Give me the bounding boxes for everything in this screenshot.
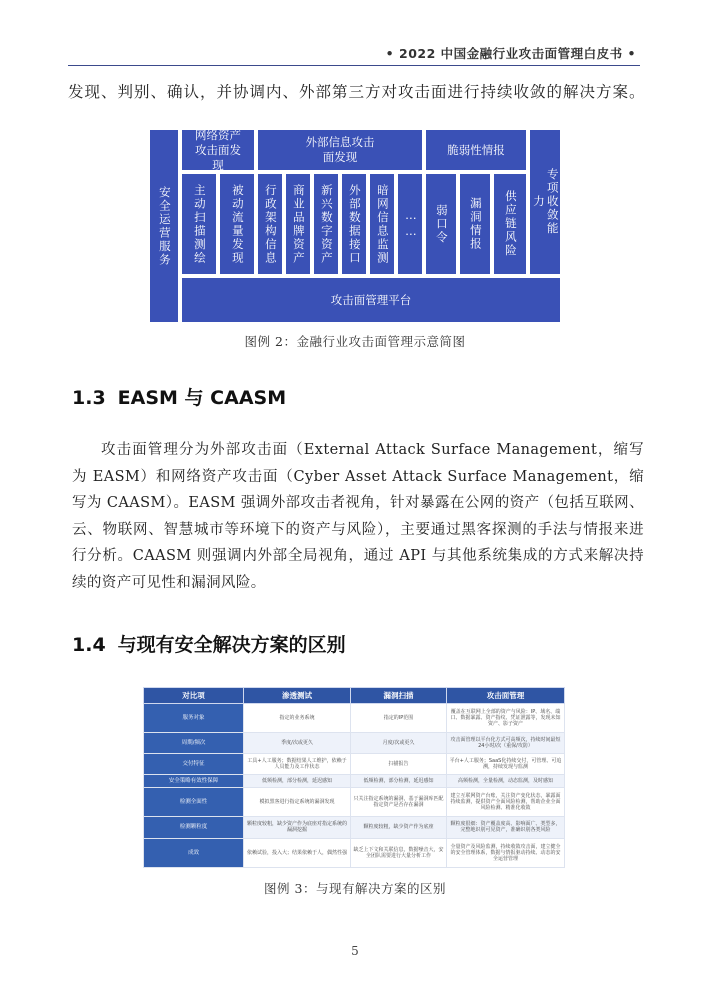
external-info-label: 外部信息攻击面发现: [305, 135, 375, 164]
convergence-label: 专项收敛能力: [532, 168, 560, 236]
active-scan-label: 主动扫描测绘: [192, 183, 207, 265]
page-number: 5: [351, 944, 359, 958]
diagram-item-darkweb: [370, 174, 394, 274]
diagram-item-supply-chain: [494, 174, 526, 274]
diagram-vuln-intel-block: [426, 130, 526, 170]
table-cell: 建立互联网资产台账，关注资产变化状态，暴露面持续监测，提供资产全面风险检测，帮助企业全面风险检测、精准化收敛: [447, 788, 565, 817]
table-row: [144, 733, 565, 754]
figure3-caption: 图例 3：与现有解决方案的区别: [264, 881, 446, 896]
table-header-cell: 攻击面管理: [447, 688, 565, 704]
admin-info-label: 行政架构信息: [263, 183, 278, 265]
diagram-item-active-scan: [182, 174, 216, 274]
diagram-item-data-api: [342, 174, 366, 274]
data-api-label: 外部数据接口: [347, 183, 362, 265]
section-1-3-paragraph: 攻击面管理分为外部攻击面（External Attack Surface Management，缩写为 EASM）和网络资产攻击面（Cyber Asset Attack Surface Management，缩写为 CAASM）。EASM 强调外部攻击者视角，针对暴露在公网的资产（包括互联网、云、物联网、智慧城市等环境下的资产与风险），主要通过黑客探测的手法与情报来进行分析。CAASM 则强调内外部全局视角，通过 API 与其他系统集成的方式来解决持续的资产可见性和漏洞风险。: [72, 442, 644, 591]
section-title: EASM 与 CAASM: [117, 387, 287, 409]
table-cell: 平台+人工服务；SaaS化持续交付，可管理、可追溯，持续发现与监测: [447, 754, 565, 775]
table-cell: 指定的IP范围: [351, 704, 447, 733]
weak-password-label: 弱口令: [434, 203, 449, 245]
table-cell: 依赖试验，投入大；结果依赖于人，偶然性强: [244, 838, 351, 868]
network-assets-label: 网络资产攻击面发现: [195, 127, 241, 172]
comparison-table: [143, 687, 565, 868]
table-row-head: 检测颗粒度: [144, 817, 244, 838]
table-cell: 缺乏上下文和关联信息，数据噪音大，安全团队需要进行大量分析工作: [351, 838, 447, 868]
diagram-item-digital-assets: [314, 174, 338, 274]
table-cell: 季度/次或更久: [244, 733, 351, 754]
diagram-item-admin-info: [258, 174, 282, 274]
running-title: • 2022 中国金融行业攻击面管理白皮书 •: [385, 46, 636, 61]
passive-traffic-label: 被动流量发现: [230, 183, 245, 265]
table-row-head: 交付特征: [144, 754, 244, 775]
table-row-head: 安全策略有效性保障: [144, 775, 244, 788]
table-cell: 低频检测，部分检测，延迟感知: [351, 775, 447, 788]
table-cell: 颗粒度较粗，缺少资产作为底座: [351, 817, 447, 838]
intro-paragraph: 发现、判别、确认，并协调内、外部第三方对攻击面进行持续收敛的解决方案。: [68, 83, 646, 101]
section-heading-1-4: [72, 630, 346, 657]
table-row-head: 成效: [144, 838, 244, 868]
table-cell: 高频检测，全量检测，动态监测，及时感知: [447, 775, 565, 788]
table-cell: 扫描报告: [351, 754, 447, 775]
table-cell: 月度/次或更久: [351, 733, 447, 754]
table-cell: 指定的业务系统: [244, 704, 351, 733]
table-cell: 工具+人工服务；数据结果人工维护，依赖于人员能力及工作状态: [244, 754, 351, 775]
table-row: [144, 788, 565, 817]
running-header: [68, 44, 640, 66]
vuln-intel-group-label: 脆弱性情报: [447, 142, 505, 157]
diagram-item-vuln-intel: [460, 174, 490, 274]
figure2-caption: 图例 2：金融行业攻击面管理示意简图: [244, 334, 466, 349]
section-number: 1.4: [72, 634, 106, 656]
table-row: [144, 817, 565, 838]
table-cell: 颗粒度较粗，缺少资产作为底座对指定系统的漏洞挖掘: [244, 817, 351, 838]
digital-assets-label: 新兴数字资产: [319, 183, 334, 265]
table-row-head: 服务对象: [144, 704, 244, 733]
diagram-convergence-block: [530, 130, 560, 274]
table-row: [144, 754, 565, 775]
table-cell: 低频检测，部分检测，延迟感知: [244, 775, 351, 788]
table-cell: 只关注指定系统的漏洞，基于漏洞库匹配指定资产是否存在漏洞: [351, 788, 447, 817]
diagram-item-ellipsis: [398, 174, 422, 274]
diagram-item-passive-traffic: [220, 174, 254, 274]
vuln-intel-label: 漏洞情报: [468, 197, 483, 251]
table-header-cell: 漏洞扫描: [351, 688, 447, 704]
table-header-cell: 渗透测试: [244, 688, 351, 704]
table-row-head: 检测全面性: [144, 788, 244, 817]
ellipsis-label: ……: [403, 208, 418, 240]
section-heading-1-3: [72, 383, 286, 410]
diagram-platform-block: [182, 278, 560, 322]
table-cell: 模拟黑客进行指定系统的漏洞发现: [244, 788, 351, 817]
platform-label: 攻击面管理平台: [330, 292, 412, 307]
table-header-row: [144, 688, 565, 704]
table-row: [144, 838, 565, 868]
section-number: 1.3: [72, 387, 106, 409]
table-cell: 全量资产及风险监测，持续收敛攻击面，建立健全的安全管理体系，数据与情报驱动持续、动态的安全运营管理: [447, 838, 565, 868]
table-cell: 覆盖在互联网上全部的资产与风险：IP、域名、端口、数据暴露、资产指纹、凭证泄露等，发现未知资产、影子资产: [447, 704, 565, 733]
section-title: 与现有安全解决方案的区别: [117, 634, 346, 656]
table-header-cell: 对比项: [144, 688, 244, 704]
diagram-security-ops-block: [150, 130, 178, 322]
brand-assets-label: 商业品牌资产: [291, 183, 306, 265]
table-cell: 颗粒度很细：资产覆盖度高、影响面广、类型多，完整地识别可见资产，准确识别各类风险: [447, 817, 565, 838]
diagram-external-info-block: [258, 130, 422, 170]
table-cell: 攻击面管理以平台化方式可高频次，持续时间最短24小时/次（重保/攻防）: [447, 733, 565, 754]
attack-surface-diagram: [150, 127, 560, 322]
security-ops-label: 安全运营服务: [157, 185, 172, 267]
diagram-item-brand-assets: [286, 174, 310, 274]
darkweb-label: 暗网信息监测: [375, 183, 390, 265]
table-row-head: 周期/频次: [144, 733, 244, 754]
diagram-item-weak-password: [426, 174, 456, 274]
diagram-network-assets-block: [182, 127, 254, 172]
supply-chain-label: 供应链风险: [503, 190, 518, 258]
table-row: [144, 704, 565, 733]
table-row: [144, 775, 565, 788]
